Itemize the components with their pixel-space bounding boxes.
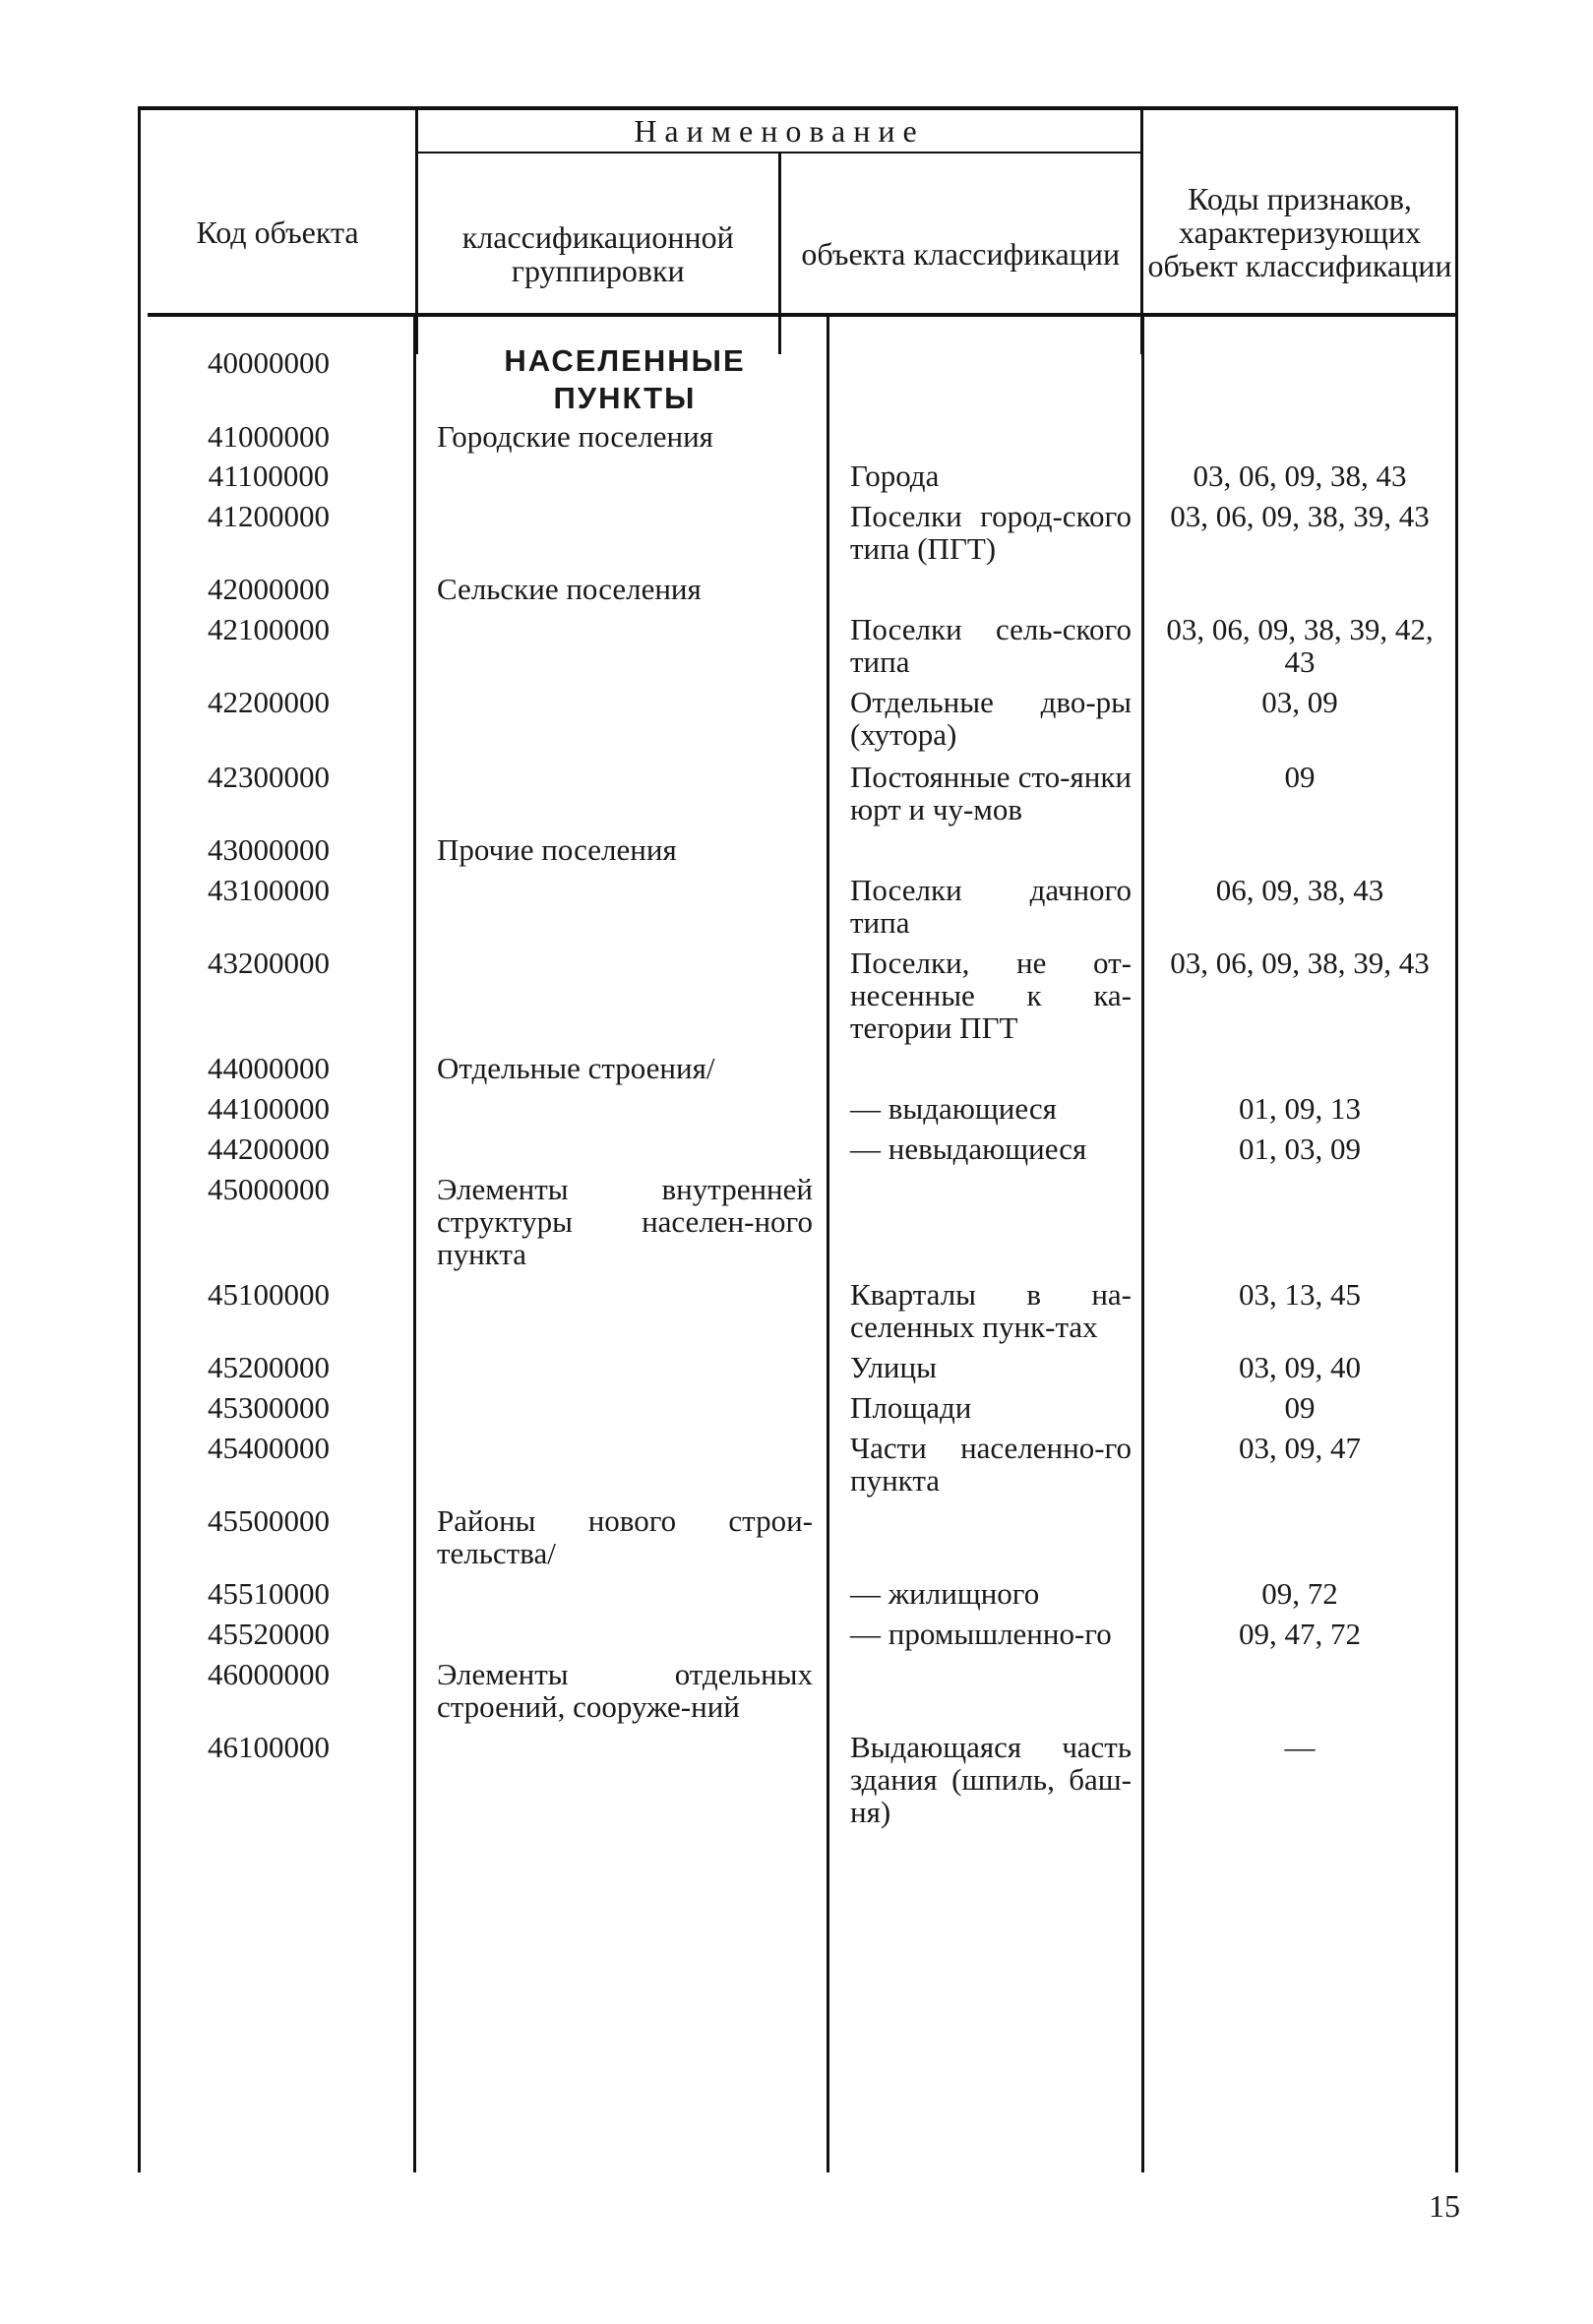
- object-code: 42200000: [208, 685, 330, 719]
- table-row: [140, 342, 1456, 417]
- object-code: 45510000: [208, 1576, 330, 1611]
- object-name: Части населенно-го пункта: [850, 1431, 1132, 1498]
- header-code-of-object: Код объекта: [140, 110, 417, 354]
- object-name: Города: [850, 459, 940, 493]
- table-row: [140, 1432, 1456, 1497]
- attribute-codes: 03, 09, 40: [1239, 1350, 1361, 1384]
- table-row: [140, 1618, 1456, 1650]
- attribute-codes: 03, 06, 09, 38, 39, 42, 43: [1166, 612, 1434, 679]
- object-code: 44200000: [208, 1131, 330, 1166]
- header-attribute-codes: Коды признаков, характеризующих объект классификации: [1147, 181, 1452, 283]
- table-row: [140, 420, 1456, 453]
- object-code: 42300000: [208, 760, 330, 794]
- object-code: 46100000: [208, 1730, 330, 1764]
- table-row: [140, 573, 1456, 605]
- table-row: [140, 1278, 1456, 1343]
- object-code: 43100000: [208, 873, 330, 907]
- object-code: 45500000: [208, 1503, 330, 1538]
- object-name: Выдающаяся часть здания (шпиль, баш-ня): [850, 1730, 1132, 1829]
- object-name: Улицы: [850, 1350, 937, 1384]
- header-name: Наименование: [417, 110, 1142, 153]
- object-name: Поселки город-ского типа (ПГТ): [850, 499, 1132, 566]
- table-header: [140, 110, 1456, 354]
- attribute-codes: 03, 09: [1261, 685, 1338, 719]
- attribute-codes: 03, 06, 09, 38, 39, 43: [1170, 946, 1430, 980]
- object-name: Поселки дачного типа: [850, 873, 1132, 940]
- attribute-codes: 09, 47, 72: [1239, 1617, 1361, 1651]
- object-code: 42000000: [208, 572, 330, 606]
- group-name: Отдельные строения/: [437, 1051, 715, 1085]
- table-row: [140, 500, 1456, 565]
- object-code: 45520000: [208, 1617, 330, 1651]
- table-row: [140, 1092, 1456, 1125]
- object-code: 40000000: [208, 345, 330, 380]
- object-code: 45000000: [208, 1172, 330, 1206]
- object-code: 43200000: [208, 946, 330, 980]
- table-row: [140, 613, 1456, 678]
- object-code: 45300000: [208, 1390, 330, 1425]
- group-name: Городские поселения: [437, 419, 713, 454]
- attribute-codes: 03, 13, 45: [1239, 1277, 1361, 1312]
- page-number: 15: [1429, 2188, 1460, 2224]
- table-row: [140, 1731, 1456, 1828]
- object-name: Поселки сель-ского типа: [850, 612, 1132, 679]
- table-row: [140, 1173, 1456, 1270]
- group-name: Прочие поселения: [437, 832, 677, 867]
- table-row: [140, 1504, 1456, 1569]
- object-name: — жилищного: [850, 1576, 1040, 1611]
- attribute-codes: 03, 09, 47: [1239, 1431, 1361, 1465]
- table-body: [140, 342, 1456, 1828]
- table-row: [140, 1391, 1456, 1424]
- object-name: — промышленно-го: [850, 1617, 1112, 1651]
- object-name: Постоянные сто-янки юрт и чу-мов: [850, 760, 1132, 826]
- table-row: [140, 459, 1456, 492]
- attribute-codes: 01, 09, 13: [1239, 1091, 1361, 1126]
- table-row: [140, 1658, 1456, 1723]
- object-code: 41200000: [208, 499, 330, 533]
- group-name: Сельские поселения: [437, 572, 702, 606]
- group-name: Элементы отдельных строений, сооруже-ний: [437, 1657, 813, 1724]
- attribute-codes: 09: [1284, 760, 1316, 794]
- attribute-codes: 03, 06, 09, 38, 43: [1193, 459, 1407, 493]
- table-row: [140, 1351, 1456, 1383]
- group-name: Элементы внутренней структуры населен-ного пункта: [437, 1172, 813, 1271]
- object-code: 45400000: [208, 1431, 330, 1465]
- header-classification-object: объекта классификации: [779, 153, 1142, 354]
- header-classification-group: классификационной группировки: [417, 153, 780, 354]
- attribute-codes: —: [1284, 1730, 1316, 1764]
- table-row: [140, 1577, 1456, 1610]
- header-bottom-rule: [148, 313, 1458, 317]
- object-name: Площади: [850, 1390, 972, 1425]
- object-name: Поселки, не от-несенные к ка-тегории ПГТ: [850, 946, 1132, 1045]
- attribute-codes: 01, 03, 09: [1239, 1131, 1361, 1166]
- object-code: 45100000: [208, 1277, 330, 1312]
- table-row: [140, 761, 1456, 826]
- table-row: [140, 947, 1456, 1044]
- table-row: [140, 874, 1456, 939]
- group-name: НАСЕЛЕННЫЕ ПУНКТЫ: [504, 343, 746, 415]
- object-name: Кварталы в на-селенных пунк-тах: [850, 1277, 1132, 1344]
- group-name: Районы нового строи-тельства/: [437, 1503, 813, 1570]
- object-code: 46000000: [208, 1657, 330, 1691]
- attribute-codes: 09, 72: [1261, 1576, 1338, 1611]
- object-code: 41100000: [208, 459, 330, 493]
- table-row: [140, 1052, 1456, 1084]
- attribute-codes: 06, 09, 38, 43: [1215, 873, 1384, 907]
- object-code: 43000000: [208, 832, 330, 867]
- object-code: 44100000: [208, 1091, 330, 1126]
- attribute-codes: 03, 06, 09, 38, 39, 43: [1170, 499, 1430, 533]
- object-name: — невыдающиеся: [850, 1131, 1087, 1166]
- object-code: 45200000: [208, 1350, 330, 1384]
- object-code: 44000000: [208, 1051, 330, 1085]
- object-name: — выдающиеся: [850, 1091, 1057, 1126]
- object-code: 42100000: [208, 612, 330, 646]
- object-code: 41000000: [208, 419, 330, 454]
- table-row: [140, 833, 1456, 866]
- table-row: [140, 686, 1456, 751]
- table-row: [140, 1132, 1456, 1165]
- attribute-codes: 09: [1284, 1390, 1316, 1425]
- object-name: Отдельные дво-ры (хутора): [850, 685, 1132, 752]
